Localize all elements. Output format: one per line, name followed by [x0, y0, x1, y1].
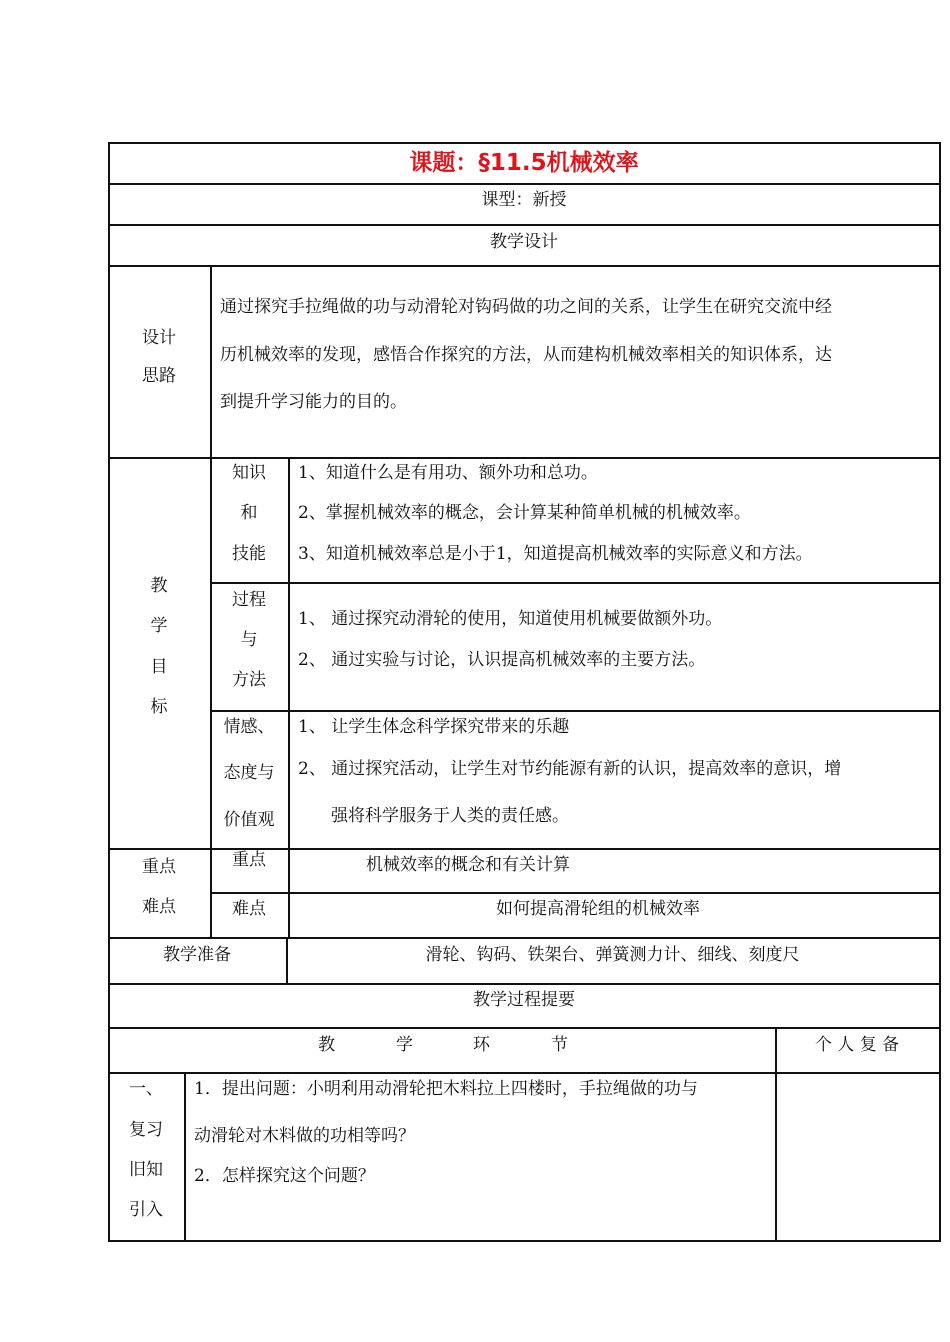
key-points-label-line1: 重点 — [142, 857, 176, 877]
review-label: 旧知 — [129, 1160, 163, 1180]
emotion-label: 价值观 — [223, 810, 275, 830]
review-line: 2．怎样探究这个问题？ — [194, 1166, 375, 1186]
review-line: 1．提出问题：小明利用动滑轮把木料拉上四楼时，手拉绳做的功与 — [194, 1079, 698, 1099]
review-label: 引入 — [129, 1200, 163, 1220]
process-item: 2、 通过实验与讨论，认识提高机械效率的主要方法。 — [298, 650, 706, 670]
objectives-label-char: 目 — [150, 657, 168, 677]
emotion-item: 1、 让学生体念科学探究带来的乐趣 — [298, 717, 570, 737]
knowledge-label: 技能 — [232, 544, 266, 564]
design-idea-label-line2: 思路 — [142, 366, 176, 386]
difficulty-text: 如何提高滑轮组的机械效率 — [496, 899, 700, 919]
emotion-item: 2、 通过探究活动，让学生对节约能源有新的认识，提高效率的意识，增 — [298, 759, 842, 779]
process-item: 1、 通过探究动滑轮的使用，知道使用机械要做额外功。 — [298, 609, 723, 629]
review-label: 一、 — [129, 1079, 163, 1099]
teaching-design-heading: 教学设计 — [490, 232, 558, 252]
design-idea-text-line2: 历机械效率的发现，感悟合作探究的方法，从而建构机械效率相关的知识体系，达 — [220, 345, 832, 365]
knowledge-item: 1、知道什么是有用功、额外功和总功。 — [298, 463, 598, 483]
review-label: 复习 — [129, 1120, 163, 1140]
column-header-char: 环 — [473, 1035, 490, 1055]
preparation-label: 教学准备 — [163, 945, 231, 965]
column-header-char: 学 — [396, 1035, 413, 1055]
page-title: 课题：§11.5机械效率 — [409, 150, 639, 176]
knowledge-item: 3、知道机械效率总是小于1，知道提高机械效率的实际意义和方法。 — [298, 544, 813, 564]
key-point-text: 机械效率的概念和有关计算 — [366, 855, 570, 875]
knowledge-label: 知识 — [232, 463, 266, 483]
process-label: 与 — [240, 630, 258, 650]
emotion-label: 情感、 — [223, 717, 275, 737]
process-summary-heading: 教学过程提要 — [473, 990, 575, 1010]
key-point-label: 重点 — [232, 850, 266, 870]
emotion-item: 强将科学服务于人类的责任感。 — [331, 806, 569, 826]
process-label: 过程 — [232, 590, 266, 610]
knowledge-label: 和 — [240, 503, 258, 523]
preparation-text: 滑轮、钩码、铁架台、弹簧测力计、细线、刻度尺 — [425, 945, 800, 965]
personal-column-header: 个 人 复 备 — [814, 1035, 900, 1055]
objectives-label-char: 学 — [150, 616, 168, 636]
column-header-char: 教 — [318, 1035, 335, 1055]
lesson-type: 课型：新授 — [481, 190, 567, 210]
column-header-char: 节 — [551, 1035, 568, 1055]
objectives-label-char: 教 — [150, 576, 168, 596]
review-line: 动滑轮对木料做的功相等吗？ — [194, 1126, 415, 1146]
design-idea-text-line3: 到提升学习能力的目的。 — [220, 392, 407, 412]
design-idea-label-line1: 设计 — [142, 328, 176, 348]
emotion-label: 态度与 — [223, 763, 275, 783]
design-idea-text-line1: 通过探究手拉绳做的功与动滑轮对钩码做的功之间的关系，让学生在研究交流中经 — [220, 297, 832, 317]
difficulty-label: 难点 — [232, 899, 266, 919]
process-label: 方法 — [232, 670, 266, 690]
key-points-label-line2: 难点 — [142, 897, 176, 917]
objectives-label-char: 标 — [150, 697, 168, 717]
knowledge-item: 2、掌握机械效率的概念，会计算某种简单机械的机械效率。 — [298, 503, 751, 523]
